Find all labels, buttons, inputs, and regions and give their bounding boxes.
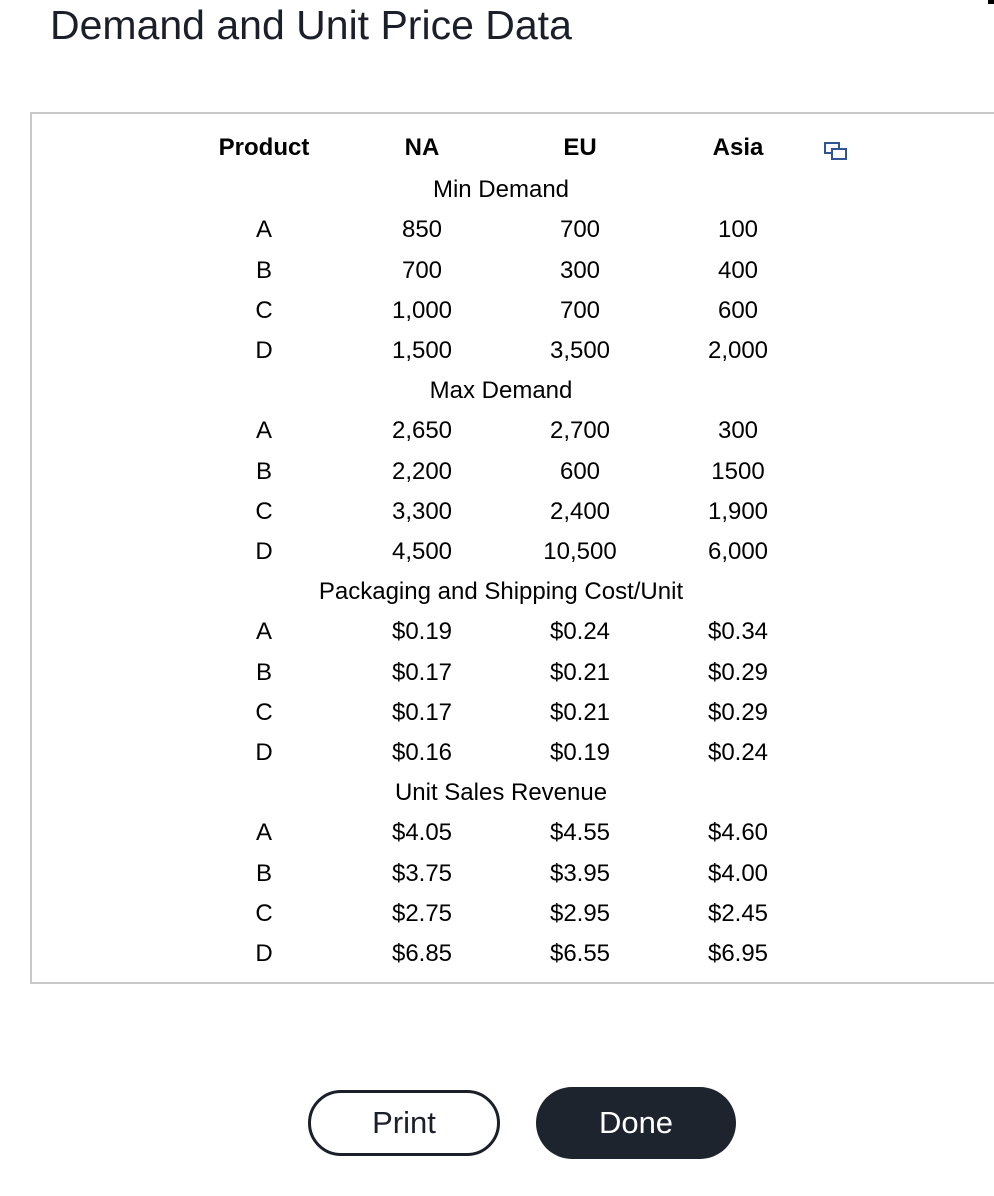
product-cell: A [255,618,273,646]
product-cell: B [255,859,273,887]
value-cell-asia: $0.29 [707,658,769,686]
value-cell-asia: $6.95 [707,940,769,967]
value-cell-na: 4,500 [391,538,453,565]
value-cell-eu: $4.55 [549,819,611,847]
value-cell-eu: $3.95 [549,859,611,887]
section-label: Unit Sales Revenue [394,779,608,807]
value-cell-asia: 300 [717,417,759,445]
product-cell: B [255,457,273,485]
product-cell: C [255,296,273,324]
value-cell-na: $3.75 [391,859,453,887]
product-cell: A [255,216,273,244]
value-cell-na: 2,200 [391,457,453,485]
page-title: Demand and Unit Price Data [50,2,572,48]
value-cell-na: 850 [401,216,443,244]
value-cell-eu: $0.21 [549,658,611,686]
value-cell-asia: $0.29 [707,698,769,726]
section-label: Packaging and Shipping Cost/Unit [318,578,684,606]
value-cell-asia: 1500 [711,457,765,485]
window-edge-mark [988,0,994,4]
done-button[interactable]: Done [536,1087,736,1159]
value-cell-na: 1,500 [391,337,453,364]
value-cell-eu: 2,400 [549,497,611,525]
value-cell-asia: 100 [717,216,759,244]
product-cell: D [255,538,273,565]
value-cell-asia: 400 [717,256,759,284]
value-cell-na: 2,650 [391,417,453,445]
value-cell-na: 3,300 [391,497,453,525]
value-cell-na: $2.75 [391,899,453,927]
product-cell: C [255,899,273,927]
copy-to-clipboard-icon[interactable] [824,140,848,162]
value-cell-na: $0.19 [391,618,453,646]
value-cell-asia: $2.45 [707,899,769,927]
value-cell-asia: $4.00 [707,859,769,887]
section-label: Min Demand [432,176,570,204]
value-cell-asia: 2,000 [707,337,769,364]
data-table-panel [30,112,994,984]
value-cell-eu: $6.55 [549,940,611,967]
value-cell-eu: 700 [559,216,601,244]
product-cell: D [255,337,273,364]
product-cell: A [255,417,273,445]
product-cell: D [255,940,273,967]
product-cell: D [255,739,273,766]
product-cell: B [255,256,273,284]
column-header-na: NA [404,134,440,161]
product-cell: C [255,698,273,726]
value-cell-na: 700 [401,256,443,284]
value-cell-asia: $0.24 [707,739,769,766]
value-cell-asia: 1,900 [707,497,769,525]
value-cell-eu: 300 [559,256,601,284]
section-label: Max Demand [429,377,573,405]
value-cell-asia: $4.60 [707,819,769,847]
value-cell-na: $0.17 [391,658,453,686]
value-cell-eu: $0.21 [549,698,611,726]
value-cell-na: $6.85 [391,940,453,967]
value-cell-na: $4.05 [391,819,453,847]
column-header-product: Product [218,134,310,161]
value-cell-eu: 3,500 [549,337,611,364]
value-cell-eu: 700 [559,296,601,324]
product-cell: A [255,819,273,847]
value-cell-eu: 2,700 [549,417,611,445]
demand-price-table [32,114,994,982]
column-header-asia: Asia [712,134,764,161]
value-cell-eu: $0.24 [549,618,611,646]
print-button[interactable]: Print [308,1090,500,1156]
value-cell-asia: $0.34 [707,618,769,646]
value-cell-na: $0.17 [391,698,453,726]
value-cell-eu: 600 [559,457,601,485]
value-cell-asia: 600 [717,296,759,324]
value-cell-eu: 10,500 [543,538,617,565]
value-cell-na: $0.16 [391,739,453,766]
value-cell-eu: $2.95 [549,899,611,927]
value-cell-asia: 6,000 [707,538,769,565]
product-cell: B [255,658,273,686]
value-cell-eu: $0.19 [549,739,611,766]
product-cell: C [255,497,273,525]
column-header-eu: EU [563,134,597,161]
value-cell-na: 1,000 [391,296,453,324]
